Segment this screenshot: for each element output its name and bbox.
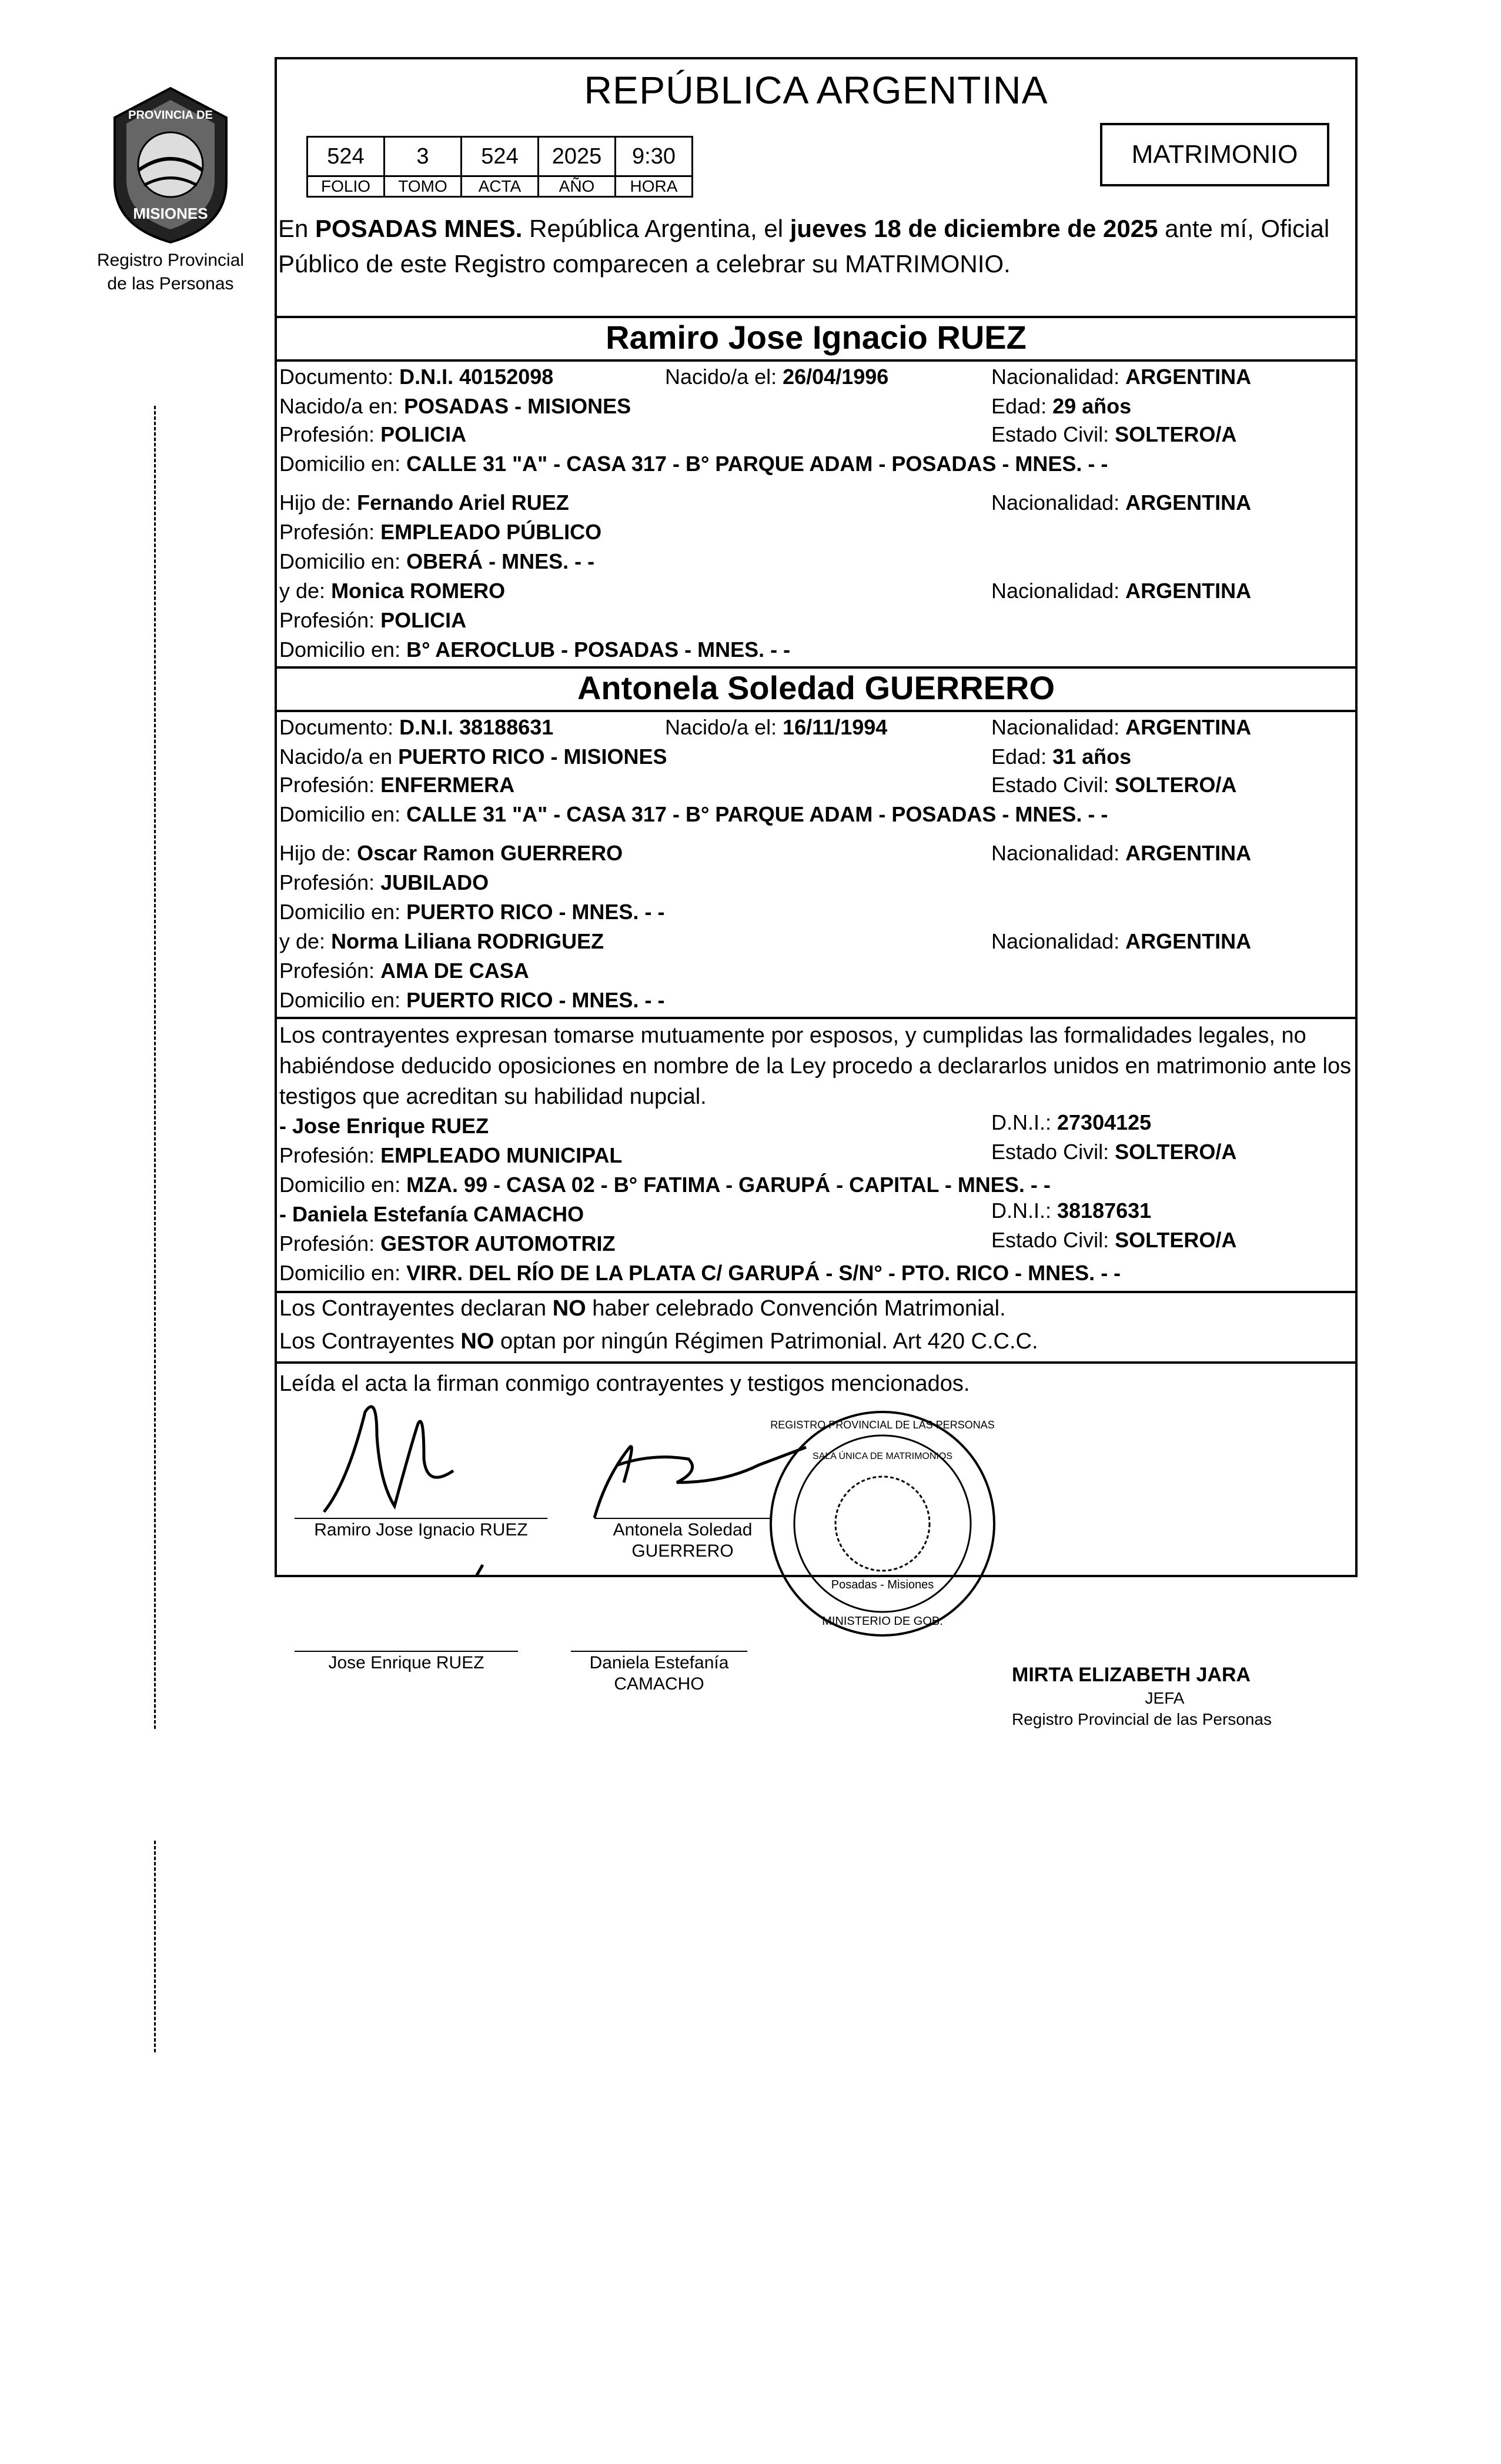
acta-label: ACTA (462, 176, 539, 197)
value: EMPLEADO PÚBLICO (380, 520, 602, 544)
folio-value: 524 (307, 137, 385, 176)
value: B° AEROCLUB - POSADAS - MNES. - - (406, 637, 791, 662)
value: GESTOR AUTOMOTRIZ (380, 1231, 616, 1256)
label: Profesión: (279, 520, 381, 544)
intro-suffix: ante mí, Oficial Público de este Registro comparecen a celebrar su MATRIMONIO. (278, 215, 1330, 278)
signature-testigo1-icon (359, 1565, 483, 1577)
label: Domicilio en: (279, 452, 407, 476)
value: ENFERMERA (380, 773, 515, 797)
margin-dash (154, 1841, 156, 2052)
emblem-top-text: PROVINCIA DE (128, 109, 213, 122)
label: Estado Civil: (991, 1228, 1115, 1252)
label: Nacionalidad: (991, 841, 1126, 865)
label: Profesión: (279, 870, 381, 894)
text: Los Contrayentes (279, 1329, 461, 1354)
label: Nacido/a el: (665, 365, 783, 389)
intro-mid: República Argentina, el (522, 215, 790, 242)
label: D.N.I.: (991, 1110, 1058, 1134)
value: D.N.I. 40152098 (399, 365, 554, 389)
label: y de: (279, 929, 332, 953)
intro-place: POSADAS MNES. (315, 215, 523, 242)
label: Profesión: (279, 422, 381, 446)
label: Domicilio en: (279, 637, 407, 662)
label: y de: (279, 579, 332, 603)
tomo-value: 3 (385, 137, 462, 176)
value: 27304125 (1057, 1110, 1152, 1134)
value: AMA DE CASA (380, 959, 529, 983)
label: Documento: (279, 715, 400, 739)
contrayente2-name: Antonela Soledad GUERRERO (577, 669, 1055, 706)
firma-contrayente2-l1: Antonela Soledad (613, 1520, 753, 1540)
anio-value: 2025 (539, 137, 616, 176)
anio-label: AÑO (539, 176, 616, 197)
label: Profesión: (279, 1143, 381, 1167)
contrayente1-name: Ramiro Jose Ignacio RUEZ (606, 319, 1027, 356)
seal-inner-text: SALA ÚNICA DE MATRIMONIOS (813, 1451, 952, 1461)
acta-value: 524 (462, 137, 539, 176)
value: ARGENTINA (1125, 929, 1252, 953)
bold: NO (460, 1329, 494, 1354)
value: ARGENTINA (1125, 365, 1252, 389)
value: Fernando Ariel RUEZ (357, 490, 569, 515)
value: PUERTO RICO - MISIONES (398, 744, 667, 769)
label: Nacido/a en: (279, 394, 404, 418)
value: ARGENTINA (1125, 490, 1252, 515)
tomo-label: TOMO (385, 176, 462, 197)
seal-city: Posadas - Misiones (831, 1578, 934, 1591)
value: EMPLEADO MUNICIPAL (380, 1143, 623, 1167)
label: Nacido/a en (279, 744, 399, 769)
margin-dash (154, 406, 156, 1729)
value: MZA. 99 - CASA 02 - B° FATIMA - GARUPÁ - CAPITAL - MNES. - - (406, 1173, 1051, 1197)
label: Hijo de: (279, 841, 357, 865)
firma-contrayente1: Ramiro Jose Ignacio RUEZ (314, 1520, 528, 1540)
logo-caption-1: Registro Provincial (96, 251, 245, 270)
sig-line (295, 1518, 547, 1519)
value: Norma Liliana RODRIGUEZ (331, 929, 604, 953)
value: - Daniela Estefanía CAMACHO (279, 1202, 584, 1226)
value: PUERTO RICO - MNES. - - (406, 988, 665, 1012)
misiones-emblem-icon (97, 82, 244, 247)
value: 26/04/1996 (783, 365, 889, 389)
intro-date: jueves 18 de diciembre de 2025 (790, 215, 1158, 242)
firma-testigo2-l1: Daniela Estefanía (589, 1653, 729, 1672)
value: SOLTERO/A (1115, 422, 1237, 446)
label: Edad: (991, 394, 1053, 418)
label: Nacionalidad: (991, 929, 1126, 953)
label: D.N.I.: (991, 1198, 1058, 1223)
label: Domicilio en: (279, 802, 407, 826)
value: Oscar Ramon GUERRERO (357, 841, 623, 865)
label: Nacionalidad: (991, 365, 1126, 389)
value: JUBILADO (380, 870, 489, 894)
label: Nacionalidad: (991, 490, 1126, 515)
value: OBERÁ - MNES. - - (406, 549, 595, 573)
value: SOLTERO/A (1115, 1228, 1237, 1252)
value: 31 años (1052, 744, 1132, 769)
value: D.N.I. 38188631 (399, 715, 554, 739)
label: Profesión: (279, 1231, 381, 1256)
value: POLICIA (380, 422, 467, 446)
sig-line (571, 1651, 747, 1652)
value: CALLE 31 "A" - CASA 317 - B° PARQUE ADAM - POSADAS - MNES. - - (406, 452, 1108, 476)
sig-line (594, 1518, 771, 1519)
signature-contrayente1-icon (324, 1407, 453, 1512)
value: VIRR. DEL RÍO DE LA PLATA C/ GARUPÁ - S/N° - PTO. RICO - MNES. - - (406, 1261, 1121, 1285)
seal-bottom-text: MINISTERIO DE GOB. (822, 1615, 943, 1628)
label: Estado Civil: (991, 1140, 1115, 1164)
label: Nacionalidad: (991, 715, 1126, 739)
text: optan por ningún Régimen Patrimonial. Art 420 C.C.C. (494, 1329, 1038, 1354)
registro-logo (82, 82, 259, 294)
seal-ring-text: REGISTRO PROVINCIAL DE LAS PERSONAS (770, 1419, 995, 1431)
value: POLICIA (380, 608, 467, 632)
acta-matrimonio (275, 57, 1358, 1728)
page-title: REPÚBLICA ARGENTINA (584, 68, 1048, 112)
hora-value: 9:30 (616, 137, 693, 176)
official-seal-icon (765, 1406, 1000, 1641)
value: SOLTERO/A (1115, 1140, 1237, 1164)
value: - Jose Enrique RUEZ (279, 1114, 489, 1138)
value: Monica ROMERO (331, 579, 506, 603)
value: POSADAS - MISIONES (404, 394, 631, 418)
oficial-dept: Registro Provincial de las Personas (1012, 1710, 1272, 1728)
intro-prefix: En (278, 215, 316, 242)
firma-contrayente2-l2: GUERRERO (631, 1541, 734, 1561)
value: 29 años (1052, 394, 1132, 418)
act-type-box: MATRIMONIO (1100, 123, 1329, 186)
value: 38187631 (1057, 1198, 1152, 1223)
label: Domicilio en: (279, 1173, 407, 1197)
signatures-layer (277, 59, 1356, 1577)
value: ARGENTINA (1125, 715, 1252, 739)
logo-caption-2: de las Personas (107, 274, 234, 293)
hora-label: HORA (616, 176, 693, 197)
label: Profesión: (279, 608, 381, 632)
firma-testigo2-l2: CAMACHO (614, 1674, 704, 1694)
value: PUERTO RICO - MNES. - - (406, 900, 665, 924)
value: SOLTERO/A (1115, 773, 1237, 797)
value: ARGENTINA (1125, 841, 1252, 865)
label: Profesión: (279, 773, 381, 797)
lectura: Leída el acta la firman conmigo contrayentes y testigos mencionados. (279, 1371, 970, 1396)
label: Documento: (279, 365, 400, 389)
value: 16/11/1994 (783, 715, 888, 739)
label: Domicilio en: (279, 900, 407, 924)
sig-line (295, 1651, 518, 1652)
folio-label: FOLIO (307, 176, 385, 197)
label: Estado Civil: (991, 422, 1115, 446)
declaracion: Los contrayentes expresan tomarse mutuamente por esposos, y cumplidas las formalidades legales, no habiéndose deducido oposiciones en nombre de la Ley procedo a declararlos unidos en matrimonio ante los testigos que acreditan su habilidad nupcial. (279, 1023, 1352, 1109)
label: Estado Civil: (991, 773, 1115, 797)
label: Domicilio en: (279, 988, 407, 1012)
text: haber celebrado Convención Matrimonial. (586, 1296, 1006, 1321)
bold: NO (552, 1296, 586, 1321)
firma-testigo1: Jose Enrique RUEZ (328, 1653, 484, 1672)
label: Profesión: (279, 959, 381, 983)
label: Nacionalidad: (991, 579, 1126, 603)
text: Los Contrayentes declaran (279, 1296, 553, 1321)
value: CALLE 31 "A" - CASA 317 - B° PARQUE ADAM - POSADAS - MNES. - - (406, 802, 1108, 826)
label: Nacido/a el: (665, 715, 783, 739)
value: ARGENTINA (1125, 579, 1252, 603)
emblem-bottom-text: MISIONES (133, 205, 208, 222)
label: Hijo de: (279, 490, 357, 515)
oficial-name: MIRTA ELIZABETH JARA (1012, 1664, 1251, 1686)
label: Domicilio en: (279, 1261, 407, 1285)
label: Edad: (991, 744, 1053, 769)
label: Domicilio en: (279, 549, 407, 573)
oficial-title: JEFA (1145, 1689, 1185, 1707)
